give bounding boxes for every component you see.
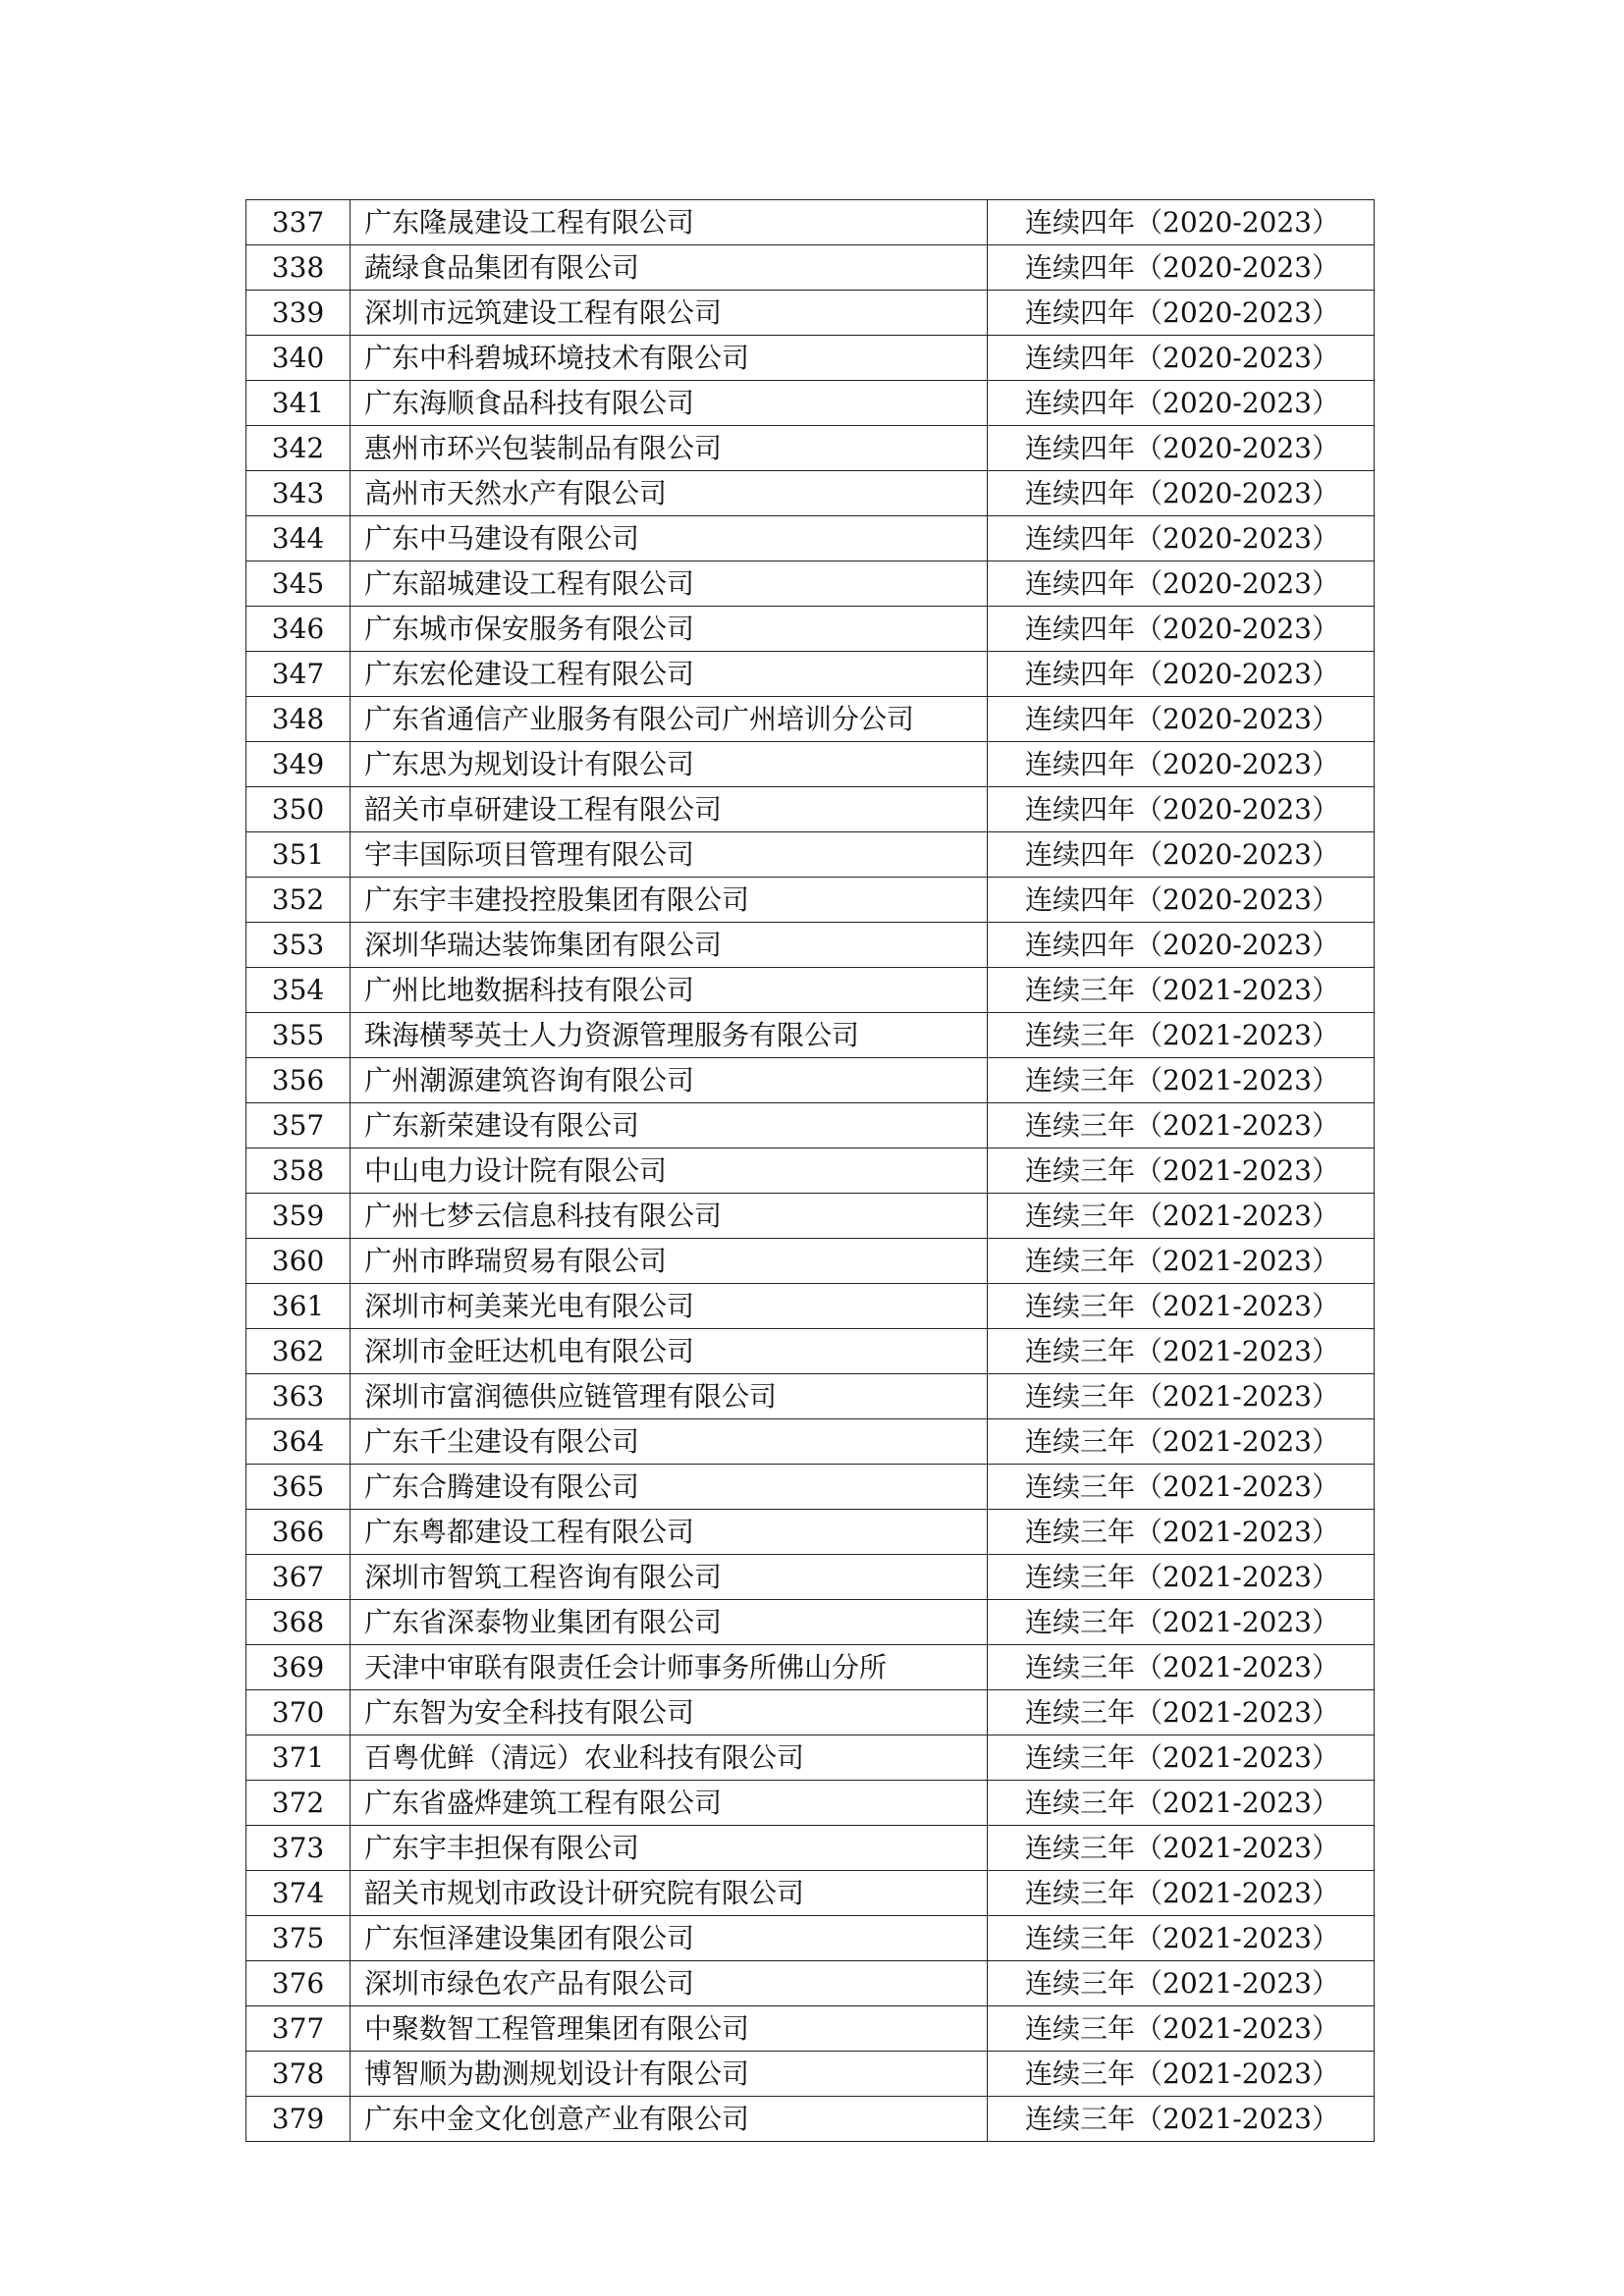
row-number-cell: 360 (246, 1239, 351, 1284)
company-name-cell: 广东宇丰担保有限公司 (351, 1826, 988, 1871)
period-cell: 连续三年（2021-2023） (988, 2052, 1375, 2097)
row-number-cell: 340 (246, 336, 351, 381)
period-cell: 连续三年（2021-2023） (988, 1419, 1375, 1465)
row-number-cell: 372 (246, 1781, 351, 1826)
row-number-cell: 366 (246, 1510, 351, 1555)
company-name-cell: 广东中金文化创意产业有限公司 (351, 2097, 988, 2142)
company-name-cell: 广东隆晟建设工程有限公司 (351, 200, 988, 245)
row-number-cell: 364 (246, 1419, 351, 1465)
company-name-cell: 深圳市远筑建设工程有限公司 (351, 291, 988, 336)
row-number-cell: 374 (246, 1871, 351, 1916)
table-row (246, 2097, 1375, 2142)
table-row (246, 878, 1375, 923)
table-row (246, 1690, 1375, 1735)
company-name-cell: 百粤优鲜（清远）农业科技有限公司 (351, 1735, 988, 1781)
row-number-cell: 376 (246, 1961, 351, 2006)
row-number-cell: 348 (246, 697, 351, 742)
table-row (246, 1916, 1375, 1961)
table-row (246, 336, 1375, 381)
row-number-cell: 337 (246, 200, 351, 245)
company-name-cell: 广东省通信产业服务有限公司广州培训分公司 (351, 697, 988, 742)
table-row (246, 1013, 1375, 1058)
company-name-cell: 广东海顺食品科技有限公司 (351, 381, 988, 426)
table-row (246, 1555, 1375, 1600)
row-number-cell: 356 (246, 1058, 351, 1103)
company-name-cell: 韶关市规划市政设计研究院有限公司 (351, 1871, 988, 1916)
table-row (246, 1329, 1375, 1374)
table-row (246, 1735, 1375, 1781)
period-cell: 连续三年（2021-2023） (988, 1600, 1375, 1645)
table-row (246, 1600, 1375, 1645)
row-number-cell: 377 (246, 2006, 351, 2052)
period-cell: 连续三年（2021-2023） (988, 1374, 1375, 1419)
table-row (246, 561, 1375, 607)
row-number-cell: 369 (246, 1645, 351, 1690)
period-cell: 连续三年（2021-2023） (988, 1735, 1375, 1781)
period-cell: 连续三年（2021-2023） (988, 1103, 1375, 1148)
period-cell: 连续三年（2021-2023） (988, 2006, 1375, 2052)
company-name-cell: 广州潮源建筑咨询有限公司 (351, 1058, 988, 1103)
company-name-cell: 广东中马建设有限公司 (351, 516, 988, 561)
company-name-cell: 广州比地数据科技有限公司 (351, 968, 988, 1013)
company-name-cell: 蔬绿食品集团有限公司 (351, 245, 988, 291)
row-number-cell: 367 (246, 1555, 351, 1600)
company-name-cell: 广东粤都建设工程有限公司 (351, 1510, 988, 1555)
period-cell: 连续三年（2021-2023） (988, 1239, 1375, 1284)
period-cell: 连续四年（2020-2023） (988, 607, 1375, 652)
table-row (246, 787, 1375, 832)
row-number-cell: 352 (246, 878, 351, 923)
company-name-cell: 深圳市金旺达机电有限公司 (351, 1329, 988, 1374)
row-number-cell: 362 (246, 1329, 351, 1374)
table-row (246, 652, 1375, 697)
row-number-cell: 373 (246, 1826, 351, 1871)
table-row (246, 426, 1375, 471)
period-cell: 连续四年（2020-2023） (988, 832, 1375, 878)
company-name-cell: 宇丰国际项目管理有限公司 (351, 832, 988, 878)
company-name-cell: 深圳市智筑工程咨询有限公司 (351, 1555, 988, 1600)
row-number-cell: 353 (246, 923, 351, 968)
period-cell: 连续三年（2021-2023） (988, 1826, 1375, 1871)
row-number-cell: 347 (246, 652, 351, 697)
table-row (246, 1961, 1375, 2006)
period-cell: 连续三年（2021-2023） (988, 1465, 1375, 1510)
period-cell: 连续四年（2020-2023） (988, 381, 1375, 426)
row-number-cell: 375 (246, 1916, 351, 1961)
period-cell: 连续三年（2021-2023） (988, 1916, 1375, 1961)
company-name-cell: 深圳华瑞达装饰集团有限公司 (351, 923, 988, 968)
period-cell: 连续四年（2020-2023） (988, 426, 1375, 471)
company-name-cell: 广东智为安全科技有限公司 (351, 1690, 988, 1735)
company-list-table (245, 199, 1375, 2142)
period-cell: 连续三年（2021-2023） (988, 1555, 1375, 1600)
company-name-cell: 广东韶城建设工程有限公司 (351, 561, 988, 607)
table-row (246, 1239, 1375, 1284)
company-name-cell: 广东宇丰建投控股集团有限公司 (351, 878, 988, 923)
company-name-cell: 深圳市富润德供应链管理有限公司 (351, 1374, 988, 1419)
table-row (246, 2006, 1375, 2052)
company-name-cell: 广州七梦云信息科技有限公司 (351, 1194, 988, 1239)
table-row (246, 245, 1375, 291)
company-name-cell: 广东千尘建设有限公司 (351, 1419, 988, 1465)
period-cell: 连续四年（2020-2023） (988, 878, 1375, 923)
table-row (246, 1284, 1375, 1329)
period-cell: 连续三年（2021-2023） (988, 1871, 1375, 1916)
table-row (246, 1058, 1375, 1103)
period-cell: 连续三年（2021-2023） (988, 1690, 1375, 1735)
period-cell: 连续三年（2021-2023） (988, 1194, 1375, 1239)
row-number-cell: 371 (246, 1735, 351, 1781)
company-name-cell: 广东中科碧城环境技术有限公司 (351, 336, 988, 381)
table-row (246, 1419, 1375, 1465)
row-number-cell: 351 (246, 832, 351, 878)
period-cell: 连续四年（2020-2023） (988, 471, 1375, 516)
period-cell: 连续四年（2020-2023） (988, 561, 1375, 607)
row-number-cell: 349 (246, 742, 351, 787)
company-name-cell: 广东省深泰物业集团有限公司 (351, 1600, 988, 1645)
period-cell: 连续四年（2020-2023） (988, 200, 1375, 245)
row-number-cell: 346 (246, 607, 351, 652)
company-name-cell: 广东宏伦建设工程有限公司 (351, 652, 988, 697)
row-number-cell: 354 (246, 968, 351, 1013)
period-cell: 连续四年（2020-2023） (988, 742, 1375, 787)
row-number-cell: 338 (246, 245, 351, 291)
table-row (246, 1871, 1375, 1916)
company-name-cell: 深圳市柯美莱光电有限公司 (351, 1284, 988, 1329)
period-cell: 连续三年（2021-2023） (988, 1148, 1375, 1194)
row-number-cell: 339 (246, 291, 351, 336)
company-name-cell: 惠州市环兴包装制品有限公司 (351, 426, 988, 471)
period-cell: 连续四年（2020-2023） (988, 245, 1375, 291)
table-row (246, 968, 1375, 1013)
table-row (246, 1645, 1375, 1690)
company-name-cell: 珠海横琴英士人力资源管理服务有限公司 (351, 1013, 988, 1058)
company-name-cell: 中山电力设计院有限公司 (351, 1148, 988, 1194)
period-cell: 连续三年（2021-2023） (988, 1961, 1375, 2006)
row-number-cell: 345 (246, 561, 351, 607)
table-row (246, 1826, 1375, 1871)
table-row (246, 291, 1375, 336)
company-name-cell: 广东合腾建设有限公司 (351, 1465, 988, 1510)
row-number-cell: 363 (246, 1374, 351, 1419)
table-row (246, 1103, 1375, 1148)
row-number-cell: 341 (246, 381, 351, 426)
company-name-cell: 广东城市保安服务有限公司 (351, 607, 988, 652)
period-cell: 连续四年（2020-2023） (988, 697, 1375, 742)
row-number-cell: 343 (246, 471, 351, 516)
period-cell: 连续三年（2021-2023） (988, 1329, 1375, 1374)
row-number-cell: 361 (246, 1284, 351, 1329)
row-number-cell: 370 (246, 1690, 351, 1735)
row-number-cell: 344 (246, 516, 351, 561)
period-cell: 连续四年（2020-2023） (988, 291, 1375, 336)
company-name-cell: 广东新荣建设有限公司 (351, 1103, 988, 1148)
table-row (246, 697, 1375, 742)
row-number-cell: 342 (246, 426, 351, 471)
company-name-cell: 博智顺为勘测规划设计有限公司 (351, 2052, 988, 2097)
row-number-cell: 357 (246, 1103, 351, 1148)
row-number-cell: 355 (246, 1013, 351, 1058)
period-cell: 连续四年（2020-2023） (988, 516, 1375, 561)
table-row (246, 607, 1375, 652)
table-row (246, 923, 1375, 968)
table-row (246, 742, 1375, 787)
company-name-cell: 广东思为规划设计有限公司 (351, 742, 988, 787)
company-name-cell: 韶关市卓研建设工程有限公司 (351, 787, 988, 832)
company-name-cell: 广东恒泽建设集团有限公司 (351, 1916, 988, 1961)
table-row (246, 381, 1375, 426)
period-cell: 连续四年（2020-2023） (988, 923, 1375, 968)
period-cell: 连续三年（2021-2023） (988, 2097, 1375, 2142)
row-number-cell: 368 (246, 1600, 351, 1645)
company-name-cell: 中聚数智工程管理集团有限公司 (351, 2006, 988, 2052)
table-row (246, 200, 1375, 245)
period-cell: 连续三年（2021-2023） (988, 1510, 1375, 1555)
company-name-cell: 广东省盛烨建筑工程有限公司 (351, 1781, 988, 1826)
period-cell: 连续三年（2021-2023） (988, 1645, 1375, 1690)
table-row (246, 1374, 1375, 1419)
period-cell: 连续四年（2020-2023） (988, 652, 1375, 697)
table-row (246, 516, 1375, 561)
table-row (246, 2052, 1375, 2097)
table-row (246, 471, 1375, 516)
company-name-cell: 高州市天然水产有限公司 (351, 471, 988, 516)
row-number-cell: 350 (246, 787, 351, 832)
period-cell: 连续三年（2021-2023） (988, 1284, 1375, 1329)
table-row (246, 1465, 1375, 1510)
period-cell: 连续四年（2020-2023） (988, 787, 1375, 832)
row-number-cell: 359 (246, 1194, 351, 1239)
table-body (246, 200, 1375, 2142)
row-number-cell: 379 (246, 2097, 351, 2142)
table-row (246, 1148, 1375, 1194)
table-row (246, 832, 1375, 878)
table-row (246, 1510, 1375, 1555)
company-name-cell: 深圳市绿色农产品有限公司 (351, 1961, 988, 2006)
period-cell: 连续三年（2021-2023） (988, 1781, 1375, 1826)
row-number-cell: 378 (246, 2052, 351, 2097)
period-cell: 连续三年（2021-2023） (988, 1058, 1375, 1103)
company-name-cell: 天津中审联有限责任会计师事务所佛山分所 (351, 1645, 988, 1690)
table-row (246, 1194, 1375, 1239)
period-cell: 连续三年（2021-2023） (988, 1013, 1375, 1058)
row-number-cell: 358 (246, 1148, 351, 1194)
company-name-cell: 广州市晔瑞贸易有限公司 (351, 1239, 988, 1284)
table-row (246, 1781, 1375, 1826)
period-cell: 连续四年（2020-2023） (988, 336, 1375, 381)
row-number-cell: 365 (246, 1465, 351, 1510)
period-cell: 连续三年（2021-2023） (988, 968, 1375, 1013)
